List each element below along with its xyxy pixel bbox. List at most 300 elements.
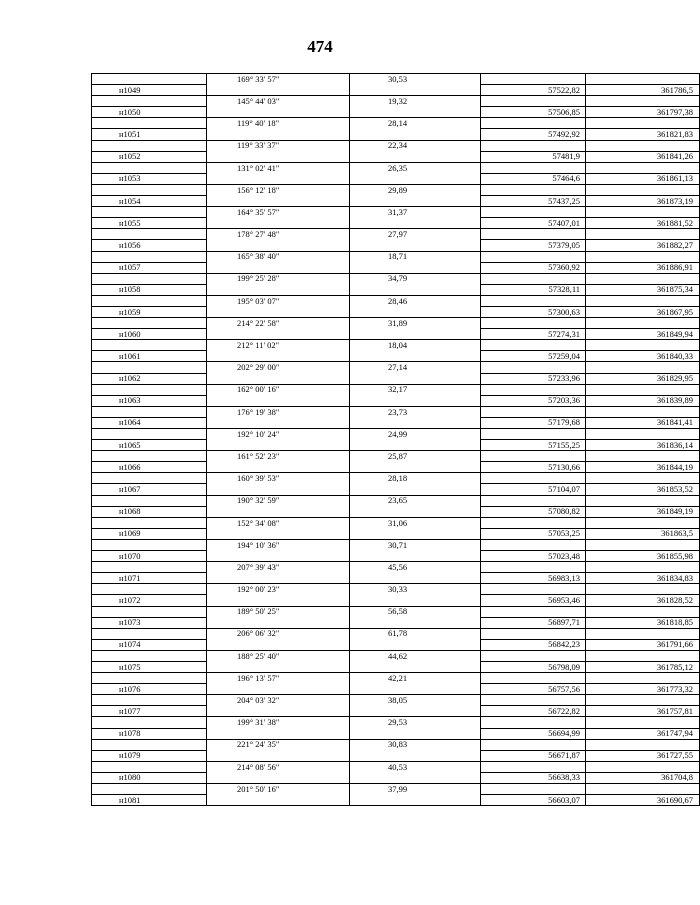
x-coordinate-cell: 57179,68: [481, 417, 586, 428]
bearing-angle-cell: [207, 484, 350, 495]
distance-cell: [350, 617, 481, 628]
point-name-cell: [92, 784, 207, 795]
bearing-angle-cell: 178° 27' 48": [207, 229, 350, 240]
segment-row: [92, 318, 700, 329]
x-coordinate-cell: [481, 495, 586, 506]
bearing-angle-cell: [207, 351, 350, 362]
bearing-angle-cell: 119° 40' 18": [207, 118, 350, 129]
y-coordinate-cell: 361797,38: [586, 107, 700, 118]
bearing-angle-cell: [207, 706, 350, 717]
x-coordinate-cell: [481, 429, 586, 440]
point-name-cell: н1052: [92, 151, 207, 162]
segment-row: [92, 451, 700, 462]
x-coordinate-cell: [481, 273, 586, 284]
x-coordinate-cell: 56983,13: [481, 573, 586, 584]
distance-cell: 28,14: [350, 118, 481, 129]
point-name-cell: н1077: [92, 706, 207, 717]
x-coordinate-cell: 57259,04: [481, 351, 586, 362]
distance-cell: [350, 218, 481, 229]
y-coordinate-cell: 361704,8: [586, 772, 700, 783]
distance-cell: [350, 462, 481, 473]
distance-cell: [350, 173, 481, 184]
point-name-cell: [92, 96, 207, 107]
point-row: [92, 373, 700, 384]
bearing-angle-cell: 188° 25' 40": [207, 650, 350, 661]
bearing-angle-cell: [207, 551, 350, 562]
point-name-cell: н1058: [92, 284, 207, 295]
x-coordinate-cell: [481, 118, 586, 129]
distance-cell: 34,79: [350, 273, 481, 284]
y-coordinate-cell: [586, 695, 700, 706]
coordinates-table: [91, 73, 700, 806]
point-name-cell: н1059: [92, 306, 207, 317]
x-coordinate-cell: [481, 539, 586, 550]
y-coordinate-cell: 361828,52: [586, 595, 700, 606]
x-coordinate-cell: [481, 473, 586, 484]
page-number: 474: [307, 37, 333, 56]
bearing-angle-cell: 199° 25' 28": [207, 273, 350, 284]
segment-row: [92, 362, 700, 373]
segment-row: [92, 739, 700, 750]
point-name-cell: н1066: [92, 462, 207, 473]
x-coordinate-cell: [481, 295, 586, 306]
point-name-cell: [92, 384, 207, 395]
point-name-cell: н1072: [92, 595, 207, 606]
distance-cell: [350, 351, 481, 362]
bearing-angle-cell: 119° 33' 37": [207, 140, 350, 151]
bearing-angle-cell: [207, 728, 350, 739]
point-name-cell: [92, 251, 207, 262]
bearing-angle-cell: [207, 462, 350, 473]
point-row: [92, 750, 700, 761]
x-coordinate-cell: [481, 650, 586, 661]
y-coordinate-cell: [586, 606, 700, 617]
point-row: [92, 329, 700, 340]
y-coordinate-cell: 361829,95: [586, 373, 700, 384]
x-coordinate-cell: [481, 584, 586, 595]
y-coordinate-cell: 361821,83: [586, 129, 700, 140]
x-coordinate-cell: [481, 673, 586, 684]
y-coordinate-cell: 361818,85: [586, 617, 700, 628]
bearing-angle-cell: [207, 196, 350, 207]
y-coordinate-cell: 361844,19: [586, 462, 700, 473]
x-coordinate-cell: 57522,82: [481, 85, 586, 96]
y-coordinate-cell: [586, 340, 700, 351]
segment-row: [92, 384, 700, 395]
y-coordinate-cell: [586, 74, 700, 85]
bearing-angle-cell: 160° 39' 53": [207, 473, 350, 484]
bearing-angle-cell: 214° 22' 58": [207, 318, 350, 329]
point-name-cell: [92, 74, 207, 85]
y-coordinate-cell: 361881,52: [586, 218, 700, 229]
distance-cell: [350, 417, 481, 428]
point-row: [92, 395, 700, 406]
x-coordinate-cell: 56757,56: [481, 684, 586, 695]
distance-cell: 30,71: [350, 539, 481, 550]
distance-cell: 24,99: [350, 429, 481, 440]
y-coordinate-cell: 361861,13: [586, 173, 700, 184]
bearing-angle-cell: 164° 35' 57": [207, 207, 350, 218]
bearing-angle-cell: 214° 08' 56": [207, 761, 350, 772]
x-coordinate-cell: 57506,85: [481, 107, 586, 118]
point-name-cell: н1056: [92, 240, 207, 251]
bearing-angle-cell: [207, 395, 350, 406]
y-coordinate-cell: [586, 562, 700, 573]
point-name-cell: н1054: [92, 196, 207, 207]
distance-cell: 22,34: [350, 140, 481, 151]
bearing-angle-cell: [207, 440, 350, 451]
y-coordinate-cell: 361785,12: [586, 661, 700, 672]
point-row: [92, 639, 700, 650]
y-coordinate-cell: [586, 207, 700, 218]
point-name-cell: [92, 295, 207, 306]
segment-row: [92, 251, 700, 262]
point-name-cell: н1071: [92, 573, 207, 584]
point-name-cell: н1079: [92, 750, 207, 761]
segment-row: [92, 273, 700, 284]
distance-cell: [350, 107, 481, 118]
distance-cell: [350, 262, 481, 273]
bearing-angle-cell: 190° 32' 59": [207, 495, 350, 506]
distance-cell: [350, 306, 481, 317]
y-coordinate-cell: [586, 739, 700, 750]
point-name-cell: [92, 140, 207, 151]
distance-cell: [350, 373, 481, 384]
distance-cell: 18,04: [350, 340, 481, 351]
x-coordinate-cell: 56722,82: [481, 706, 586, 717]
point-name-cell: [92, 539, 207, 550]
segment-row: [92, 229, 700, 240]
bearing-angle-cell: [207, 240, 350, 251]
y-coordinate-cell: [586, 761, 700, 772]
bearing-angle-cell: [207, 329, 350, 340]
point-name-cell: [92, 650, 207, 661]
distance-cell: 40,53: [350, 761, 481, 772]
point-name-cell: [92, 739, 207, 750]
distance-cell: [350, 329, 481, 340]
bearing-angle-cell: 169° 33' 57": [207, 74, 350, 85]
x-coordinate-cell: [481, 74, 586, 85]
y-coordinate-cell: 361849,19: [586, 506, 700, 517]
y-coordinate-cell: 361791,66: [586, 639, 700, 650]
coordinates-table-body: [92, 74, 700, 806]
bearing-angle-cell: 192° 00' 23": [207, 584, 350, 595]
distance-cell: 30,53: [350, 74, 481, 85]
point-row: [92, 573, 700, 584]
x-coordinate-cell: 56694,99: [481, 728, 586, 739]
point-name-cell: [92, 495, 207, 506]
y-coordinate-cell: 361849,94: [586, 329, 700, 340]
y-coordinate-cell: 361757,81: [586, 706, 700, 717]
point-row: [92, 129, 700, 140]
y-coordinate-cell: [586, 295, 700, 306]
point-row: [92, 196, 700, 207]
x-coordinate-cell: 56953,46: [481, 595, 586, 606]
distance-cell: 27,97: [350, 229, 481, 240]
point-name-cell: [92, 451, 207, 462]
x-coordinate-cell: [481, 451, 586, 462]
segment-row: [92, 562, 700, 573]
point-row: [92, 728, 700, 739]
point-row: [92, 528, 700, 539]
distance-cell: 31,37: [350, 207, 481, 218]
x-coordinate-cell: 56671,87: [481, 750, 586, 761]
point-name-cell: [92, 606, 207, 617]
point-name-cell: [92, 118, 207, 129]
y-coordinate-cell: 361839,89: [586, 395, 700, 406]
point-name-cell: н1057: [92, 262, 207, 273]
distance-cell: 45,56: [350, 562, 481, 573]
point-row: [92, 351, 700, 362]
y-coordinate-cell: 361875,34: [586, 284, 700, 295]
distance-cell: [350, 129, 481, 140]
y-coordinate-cell: 361836,14: [586, 440, 700, 451]
bearing-angle-cell: [207, 107, 350, 118]
x-coordinate-cell: 57080,82: [481, 506, 586, 517]
distance-cell: [350, 196, 481, 207]
point-name-cell: [92, 473, 207, 484]
segment-row: [92, 295, 700, 306]
distance-cell: 18,71: [350, 251, 481, 262]
bearing-angle-cell: 176° 19' 38": [207, 406, 350, 417]
point-name-cell: [92, 318, 207, 329]
x-coordinate-cell: 57360,92: [481, 262, 586, 273]
segment-row: [92, 74, 700, 85]
point-name-cell: [92, 273, 207, 284]
y-coordinate-cell: 361727,55: [586, 750, 700, 761]
bearing-angle-cell: 145° 44' 03": [207, 96, 350, 107]
bearing-angle-cell: 212° 11' 02": [207, 340, 350, 351]
y-coordinate-cell: 361886,91: [586, 262, 700, 273]
bearing-angle-cell: 199° 31' 38": [207, 717, 350, 728]
y-coordinate-cell: [586, 473, 700, 484]
distance-cell: [350, 506, 481, 517]
x-coordinate-cell: 57274,31: [481, 329, 586, 340]
distance-cell: [350, 551, 481, 562]
x-coordinate-cell: [481, 251, 586, 262]
segment-row: [92, 96, 700, 107]
distance-cell: [350, 728, 481, 739]
distance-cell: [350, 772, 481, 783]
bearing-angle-cell: 206° 06' 32": [207, 628, 350, 639]
x-coordinate-cell: 57492,92: [481, 129, 586, 140]
bearing-angle-cell: 131° 02' 41": [207, 162, 350, 173]
point-name-cell: [92, 517, 207, 528]
distance-cell: 31,06: [350, 517, 481, 528]
point-row: [92, 795, 700, 806]
point-name-cell: н1080: [92, 772, 207, 783]
y-coordinate-cell: [586, 162, 700, 173]
y-coordinate-cell: [586, 451, 700, 462]
point-row: [92, 173, 700, 184]
bearing-angle-cell: [207, 750, 350, 761]
point-name-cell: н1063: [92, 395, 207, 406]
x-coordinate-cell: 56842,23: [481, 639, 586, 650]
point-name-cell: н1065: [92, 440, 207, 451]
x-coordinate-cell: [481, 184, 586, 195]
segment-row: [92, 473, 700, 484]
x-coordinate-cell: 57130,66: [481, 462, 586, 473]
y-coordinate-cell: [586, 784, 700, 795]
bearing-angle-cell: 156° 12' 18": [207, 184, 350, 195]
y-coordinate-cell: 361873,19: [586, 196, 700, 207]
y-coordinate-cell: [586, 429, 700, 440]
segment-row: [92, 673, 700, 684]
segment-row: [92, 517, 700, 528]
bearing-angle-cell: [207, 129, 350, 140]
distance-cell: [350, 639, 481, 650]
distance-cell: 56,58: [350, 606, 481, 617]
segment-row: [92, 340, 700, 351]
distance-cell: 31,89: [350, 318, 481, 329]
distance-cell: [350, 661, 481, 672]
segment-row: [92, 406, 700, 417]
y-coordinate-cell: 361747,94: [586, 728, 700, 739]
x-coordinate-cell: [481, 606, 586, 617]
segment-row: [92, 539, 700, 550]
x-coordinate-cell: [481, 207, 586, 218]
distance-cell: [350, 85, 481, 96]
bearing-angle-cell: 204° 03' 32": [207, 695, 350, 706]
distance-cell: [350, 284, 481, 295]
y-coordinate-cell: 361690,67: [586, 795, 700, 806]
point-name-cell: н1070: [92, 551, 207, 562]
bearing-angle-cell: 194° 10' 36": [207, 539, 350, 550]
point-name-cell: н1075: [92, 661, 207, 672]
y-coordinate-cell: [586, 118, 700, 129]
point-name-cell: [92, 207, 207, 218]
segment-row: [92, 761, 700, 772]
y-coordinate-cell: [586, 650, 700, 661]
y-coordinate-cell: [586, 362, 700, 373]
bearing-angle-cell: 201° 50' 16": [207, 784, 350, 795]
segment-row: [92, 162, 700, 173]
bearing-angle-cell: [207, 528, 350, 539]
distance-cell: 27,14: [350, 362, 481, 373]
distance-cell: [350, 684, 481, 695]
distance-cell: 61,78: [350, 628, 481, 639]
x-coordinate-cell: [481, 628, 586, 639]
point-row: [92, 151, 700, 162]
x-coordinate-cell: 57437,25: [481, 196, 586, 207]
distance-cell: [350, 706, 481, 717]
distance-cell: [350, 795, 481, 806]
y-coordinate-cell: 361773,32: [586, 684, 700, 695]
y-coordinate-cell: 361855,98: [586, 551, 700, 562]
point-name-cell: н1069: [92, 528, 207, 539]
y-coordinate-cell: 361841,26: [586, 151, 700, 162]
segment-row: [92, 184, 700, 195]
point-name-cell: [92, 162, 207, 173]
x-coordinate-cell: 57300,63: [481, 306, 586, 317]
point-name-cell: н1050: [92, 107, 207, 118]
point-row: [92, 417, 700, 428]
point-name-cell: н1053: [92, 173, 207, 184]
point-name-cell: [92, 717, 207, 728]
point-name-cell: н1049: [92, 85, 207, 96]
point-row: [92, 218, 700, 229]
point-row: [92, 706, 700, 717]
x-coordinate-cell: [481, 562, 586, 573]
x-coordinate-cell: [481, 406, 586, 417]
bearing-angle-cell: [207, 595, 350, 606]
bearing-angle-cell: [207, 661, 350, 672]
point-name-cell: н1060: [92, 329, 207, 340]
point-row: [92, 617, 700, 628]
bearing-angle-cell: [207, 85, 350, 96]
point-row: [92, 772, 700, 783]
bearing-angle-cell: 195° 03' 07": [207, 295, 350, 306]
y-coordinate-cell: [586, 628, 700, 639]
distance-cell: [350, 151, 481, 162]
y-coordinate-cell: [586, 517, 700, 528]
y-coordinate-cell: [586, 384, 700, 395]
distance-cell: 30,83: [350, 739, 481, 750]
bearing-angle-cell: [207, 573, 350, 584]
distance-cell: [350, 395, 481, 406]
y-coordinate-cell: [586, 539, 700, 550]
point-name-cell: [92, 406, 207, 417]
point-row: [92, 506, 700, 517]
segment-row: [92, 717, 700, 728]
x-coordinate-cell: 57379,05: [481, 240, 586, 251]
bearing-angle-cell: [207, 772, 350, 783]
y-coordinate-cell: [586, 584, 700, 595]
y-coordinate-cell: [586, 229, 700, 240]
distance-cell: 29,89: [350, 184, 481, 195]
distance-cell: [350, 528, 481, 539]
distance-cell: 23,65: [350, 495, 481, 506]
point-row: [92, 484, 700, 495]
x-coordinate-cell: [481, 140, 586, 151]
distance-cell: [350, 573, 481, 584]
x-coordinate-cell: [481, 162, 586, 173]
bearing-angle-cell: 202° 29' 00": [207, 362, 350, 373]
y-coordinate-cell: 361840,33: [586, 351, 700, 362]
point-row: [92, 661, 700, 672]
point-name-cell: н1074: [92, 639, 207, 650]
bearing-angle-cell: [207, 795, 350, 806]
x-coordinate-cell: 57464,6: [481, 173, 586, 184]
point-row: [92, 462, 700, 473]
bearing-angle-cell: [207, 151, 350, 162]
segment-row: [92, 650, 700, 661]
distance-cell: 30,33: [350, 584, 481, 595]
bearing-angle-cell: 192° 10' 24": [207, 429, 350, 440]
point-row: [92, 107, 700, 118]
x-coordinate-cell: 57233,96: [481, 373, 586, 384]
point-name-cell: н1062: [92, 373, 207, 384]
point-row: [92, 595, 700, 606]
point-row: [92, 551, 700, 562]
segment-row: [92, 207, 700, 218]
distance-cell: 25,87: [350, 451, 481, 462]
x-coordinate-cell: [481, 695, 586, 706]
x-coordinate-cell: 56897,71: [481, 617, 586, 628]
point-name-cell: н1064: [92, 417, 207, 428]
point-name-cell: н1061: [92, 351, 207, 362]
point-name-cell: [92, 362, 207, 373]
x-coordinate-cell: 57481,9: [481, 151, 586, 162]
segment-row: [92, 495, 700, 506]
bearing-angle-cell: [207, 218, 350, 229]
distance-cell: 32,17: [350, 384, 481, 395]
bearing-angle-cell: [207, 506, 350, 517]
distance-cell: 29,53: [350, 717, 481, 728]
y-coordinate-cell: [586, 495, 700, 506]
distance-cell: 26,35: [350, 162, 481, 173]
y-coordinate-cell: [586, 184, 700, 195]
